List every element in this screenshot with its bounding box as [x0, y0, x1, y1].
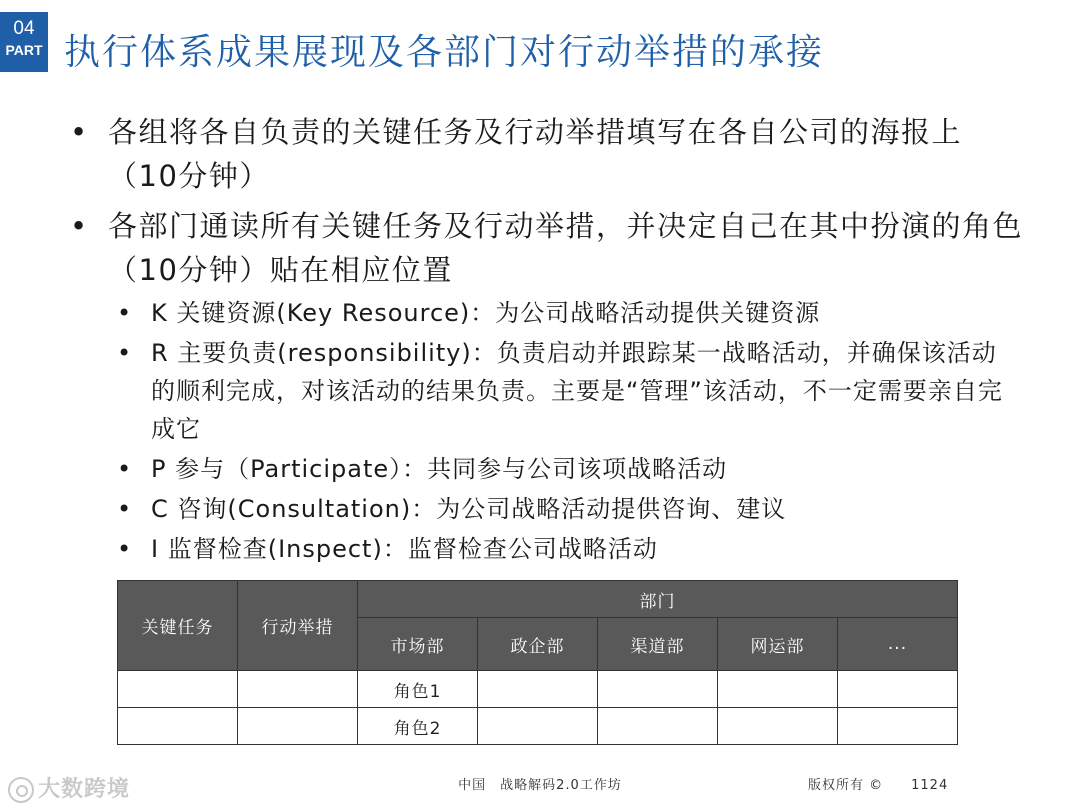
table-cell [118, 671, 238, 708]
main-bullet-list [70, 110, 1030, 298]
table-cell [838, 671, 958, 708]
bullet-dot-icon: • [70, 209, 89, 243]
header-action: 行动举措 [238, 581, 358, 671]
role-item-k [117, 294, 1005, 332]
table-row [118, 708, 958, 745]
bullet-dot-icon: • [117, 495, 133, 523]
table-cell [598, 708, 718, 745]
bullet-dot-icon: • [70, 115, 89, 149]
bullet-dot-icon: • [117, 455, 133, 483]
table-cell [478, 708, 598, 745]
part-number: 04 [13, 18, 35, 39]
role-item-p [117, 450, 1005, 488]
header-dept-more: ... [838, 618, 958, 671]
role-text: R 主要负责(responsibility)：负责启动并跟踪某一战略活动，并确保该活动的顺利完成，对该活动的结果负责。主要是“管理”该活动，不一定需要亲自完成它 [151, 339, 1003, 443]
part-badge [0, 12, 48, 72]
role-text: P 参与（Participate）：共同参与公司该项战略活动 [151, 455, 728, 483]
bullet-text: 各组将各自负责的关键任务及行动举措填写在各自公司的海报上（10分钟） [108, 115, 963, 193]
table-cell [718, 671, 838, 708]
slide-title: 执行体系成果展现及各部门对行动举措的承接 [64, 32, 825, 73]
role-item-c [117, 490, 1005, 528]
role-cell: 角色1 [358, 671, 478, 708]
watermark-text: 大数跨境 [38, 777, 131, 802]
header-key-task: 关键任务 [118, 581, 238, 671]
header-department-group: 部门 [358, 581, 958, 618]
footer-workshop: 中国 战略解码2.0工作坊 [458, 778, 622, 793]
bullet-item [70, 110, 1030, 198]
role-definition-list [105, 294, 1005, 570]
role-item-i [117, 530, 1005, 568]
table-row [118, 671, 958, 708]
bullet-dot-icon: • [117, 299, 133, 327]
table-cell [598, 671, 718, 708]
header-dept-marketing: 市场部 [358, 618, 478, 671]
bullet-item [70, 204, 1030, 292]
bullet-dot-icon: • [117, 339, 133, 367]
role-text: C 咨询(Consultation)：为公司战略活动提供咨询、建议 [151, 495, 787, 523]
table-cell [718, 708, 838, 745]
raci-table [117, 580, 958, 745]
table-cell [838, 708, 958, 745]
part-label: PART [5, 42, 43, 58]
table-cell [238, 671, 358, 708]
header-dept-network: 网运部 [718, 618, 838, 671]
role-item-r [117, 334, 1005, 448]
role-text: I 监督检查(Inspect)：监督检查公司战略活动 [151, 535, 658, 563]
header-dept-government: 政企部 [478, 618, 598, 671]
table-cell [478, 671, 598, 708]
header-dept-channel: 渠道部 [598, 618, 718, 671]
role-text: K 关键资源(Key Resource)：为公司战略活动提供关键资源 [151, 299, 821, 327]
bullet-text: 各部门通读所有关键任务及行动举措，并决定自己在其中扮演的角色（10分钟）贴在相应位置 [108, 209, 1024, 287]
role-cell: 角色2 [358, 708, 478, 745]
table-cell [238, 708, 358, 745]
footer-copyright: 版权所有 © 1124 [808, 778, 949, 793]
bullet-dot-icon: • [117, 535, 133, 563]
table-cell [118, 708, 238, 745]
